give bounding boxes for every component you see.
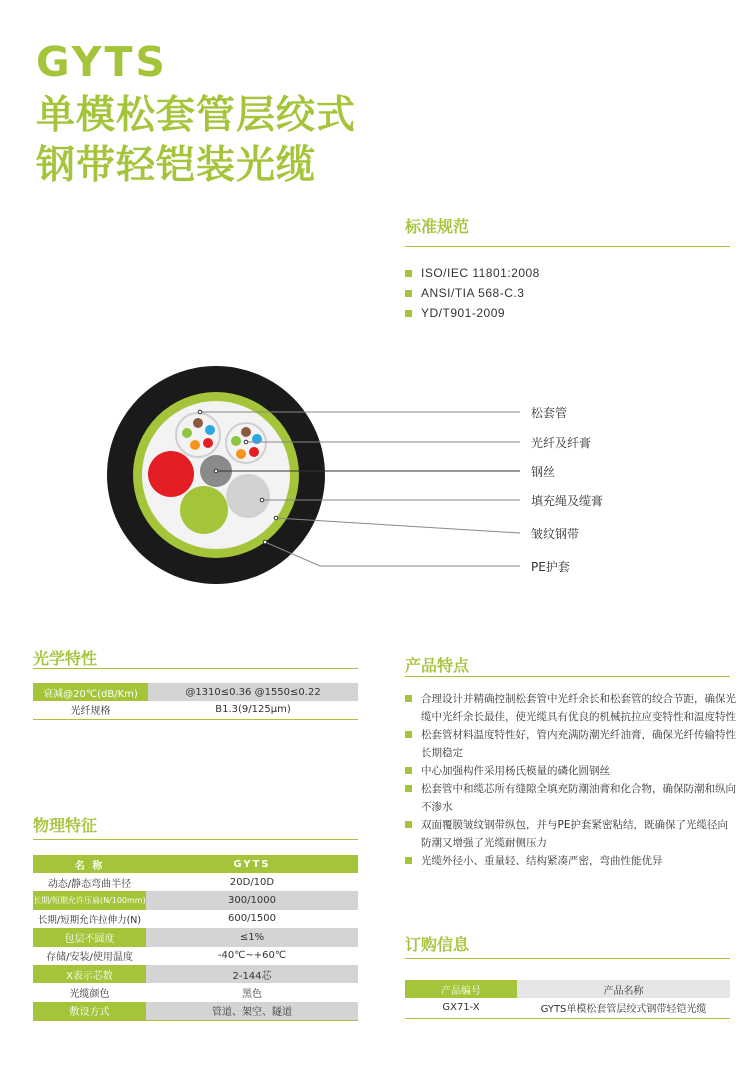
product-title-line1: 单模松套管层绞式	[36, 93, 357, 138]
table-header-row	[33, 855, 358, 873]
leader-dot-steel	[214, 469, 218, 473]
table-row: 存储/安装/使用温度 -40℃~+60℃	[46, 950, 287, 964]
order-table	[405, 980, 730, 1019]
table-row: 长期/短期允许拉伸力(N) 600/1500	[37, 913, 276, 926]
column-header-name: 产品名称	[517, 980, 730, 998]
table-header-row	[405, 980, 730, 998]
table-row: 光缆颜色 黑色	[69, 989, 262, 1001]
bullet-icon	[405, 695, 412, 702]
bullet-icon	[405, 821, 412, 828]
fiber-green-2	[231, 436, 241, 446]
table-row	[33, 701, 358, 719]
callout-corrugated-tape: 皱纹钢带	[531, 527, 580, 541]
fiber-brown-1	[193, 418, 203, 428]
leader-dot-tube	[198, 410, 202, 414]
feature-item: 松套管材料温度特性好，管内充满防潮光纤油膏，确保光纤传输特性长期稳定	[405, 726, 737, 762]
physical-table	[33, 855, 358, 1021]
callout-steel-wire: 钢丝	[531, 465, 556, 479]
bullet-icon	[405, 767, 412, 774]
leader-line-sheath	[265, 542, 520, 566]
table-row	[405, 998, 730, 1018]
standard-item: YD/T901-2009	[405, 303, 540, 323]
physical-divider	[33, 839, 358, 840]
bullet-icon	[405, 270, 412, 277]
leader-dot-filler	[260, 498, 264, 502]
bullet-icon	[405, 731, 412, 738]
table-row: 敷设方式 管道、架空、隧道	[33, 1002, 358, 1020]
bullet-icon	[405, 310, 412, 317]
standard-item: ISO/IEC 11801:2008	[405, 263, 540, 283]
feature-item: 双面覆膜皱纹钢带纵包，并与PE护套紧密粘结，既确保了光缆径向防潮又增强了光缆耐侧压力	[405, 816, 737, 852]
fiber-blue-1	[205, 425, 215, 435]
fiber-red-1	[203, 438, 213, 448]
features-divider	[405, 676, 730, 677]
standards-heading: 标准规范	[405, 217, 470, 236]
order-name: GYTS单模松套管层绞式钢带轻铠光缆	[517, 998, 730, 1018]
feature-item: 光缆外径小、重量轻、结构紧凑严密，弯曲性能优异	[405, 852, 737, 870]
fiber-green-1	[182, 428, 192, 438]
optical-value: B1.3(9/125μm)	[148, 701, 358, 719]
optical-heading: 光学特性	[33, 649, 98, 668]
standard-item: ANSI/TIA 568-C.3	[405, 283, 540, 303]
column-header-code: 产品编号	[405, 980, 517, 998]
callout-filler: 填充绳及缆膏	[531, 494, 604, 508]
product-title-line2: 钢带轻铠装光缆	[36, 143, 317, 188]
order-divider	[405, 958, 730, 959]
physical-heading: 物理特征	[33, 816, 98, 835]
fiber-orange-1	[190, 440, 200, 450]
bullet-icon	[405, 857, 412, 864]
callout-fiber-gel: 光纤及纤膏	[531, 436, 592, 450]
table-row: 包层不圆度 ≤1%	[33, 928, 358, 946]
optical-label: 光纤规格	[33, 701, 148, 719]
fiber-brown-2	[241, 427, 251, 437]
table-row: X表示芯数 2-144芯	[33, 965, 358, 983]
column-header-model: GYTS	[146, 855, 358, 873]
table-row: 长期/短期允许压扁(N/100mm) 300/1000	[33, 891, 358, 909]
green-tube	[180, 486, 228, 534]
leader-line-tape	[276, 518, 520, 533]
feature-item: 松套管中和缆芯所有缝隙全填充防潮油膏和化合物，确保防潮和纵向不渗水	[405, 780, 737, 816]
optical-value: @1310≤0.36 @1550≤0.22	[148, 683, 358, 701]
features-list	[405, 690, 737, 870]
bullet-icon	[405, 290, 412, 297]
callout-pe-sheath: PE护套	[531, 560, 570, 574]
optical-divider	[33, 668, 358, 669]
red-tube	[148, 451, 194, 497]
fiber-red-2	[249, 447, 259, 457]
leader-dot-tape	[274, 516, 278, 520]
table-row: 动态/静态弯曲半径 20D/10D	[47, 876, 275, 890]
order-heading: 订购信息	[405, 935, 470, 954]
order-code: GX71-X	[405, 998, 517, 1018]
leader-dot-sheath	[263, 540, 267, 544]
standards-divider	[405, 246, 730, 247]
features-heading: 产品特点	[405, 656, 470, 675]
standards-list	[405, 263, 540, 323]
bullet-icon	[405, 785, 412, 792]
table-row	[33, 683, 358, 701]
feature-item: 合理设计并精确控制松套管中光纤余长和松套管的绞合节距，确保光缆中光纤余长最佳，使光缆具有优良的机械抗拉应变特性和温度特性	[405, 690, 737, 726]
leader-dot-fiber	[244, 440, 248, 444]
optical-table	[33, 683, 358, 720]
filler-rope	[226, 474, 270, 518]
cable-cross-section-svg	[0, 350, 750, 610]
cable-cross-section	[0, 350, 750, 610]
product-model: GYTS	[36, 38, 168, 86]
optical-label: 衰减@20℃(dB/Km)	[33, 683, 148, 701]
feature-item: 中心加强构件采用杨氏模量的磷化圆钢丝	[405, 762, 737, 780]
callout-loose-tube: 松套管	[531, 406, 568, 420]
column-header-name: 名 称	[33, 855, 146, 873]
fiber-orange-2	[236, 449, 246, 459]
